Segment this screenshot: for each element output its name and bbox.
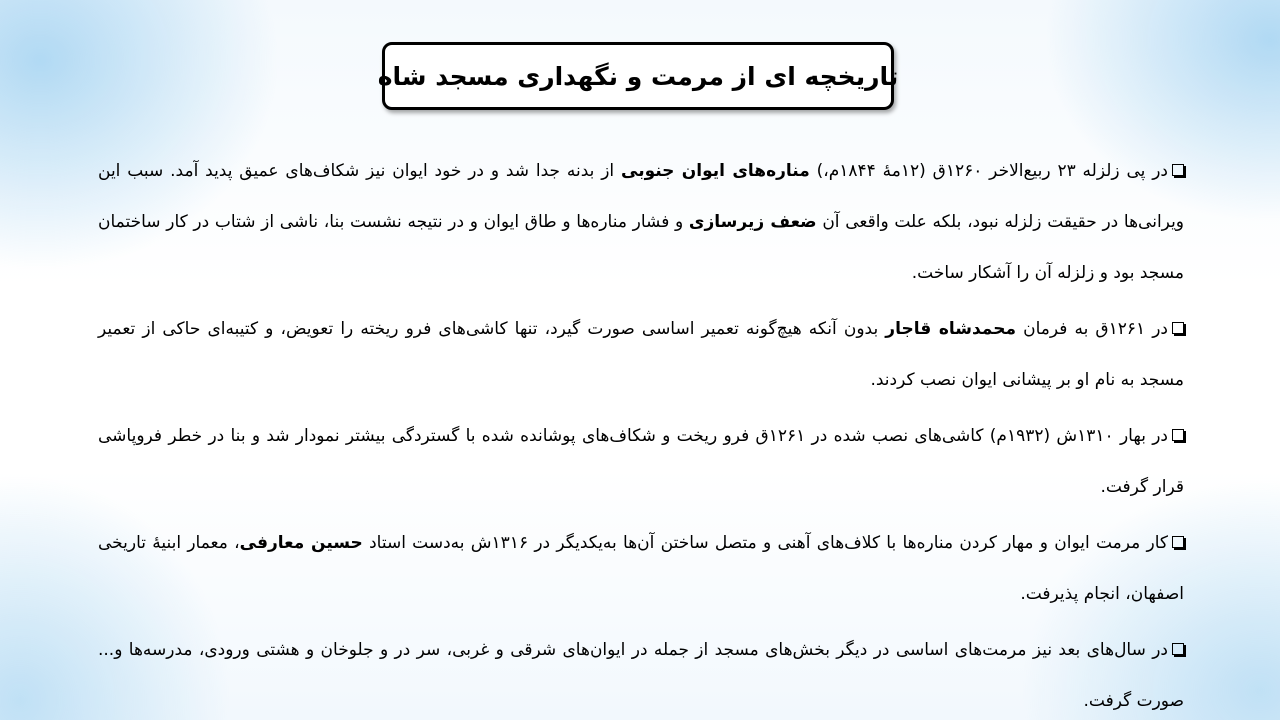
bold-text: محمدشاه قاجار	[885, 319, 1016, 339]
bold-text: مناره‌های ایوان جنوبی	[621, 161, 810, 181]
square-bullet-icon	[1172, 643, 1184, 655]
paragraph-text: کار مرمت ایوان و مهار کردن مناره‌ها با کلاف‌های آهنی و متصل ساختن آن‌ها به‌یکدیگر در ۱۳۱۶ش به‌دست استاد	[362, 533, 1168, 553]
paragraph-5	[98, 625, 1184, 720]
paragraph-text: از بدنه جدا شد و در خود ایوان نیز شکاف‌های عمیق پدید آمد. سبب این ویرانی‌ها در حقیقت زلزله نبود، بلکه علت واقعی آن	[98, 161, 1185, 232]
paragraph-3	[98, 411, 1184, 513]
paragraph-2	[98, 304, 1184, 406]
paragraph-text: بدون آنکه هیچ‌گونه تعمیر اساسی صورت گیرد، تنها کاشی‌های فرو ریخته را تعویض، و کتیبه‌ای حاکی از تعمیر مسجد به نام او بر پیشانی ایوان نصب کردند.	[98, 319, 1184, 390]
square-bullet-icon	[1172, 322, 1184, 334]
square-bullet-icon	[1172, 164, 1184, 176]
paragraph-text: و فشار مناره‌ها و طاق ایوان و در نتیجه نشست بنا، ناشی از شتاب در کار ساختمان مسجد بود و زلزله آن را آشکار ساخت.	[98, 212, 1184, 283]
square-bullet-icon	[1172, 429, 1184, 441]
paragraph-text: ، معمار ابنیهٔ تاریخی اصفهان، انجام پذیرفت.	[98, 533, 1184, 604]
bold-text: حسین معارفی	[239, 533, 363, 553]
paragraph-1	[98, 146, 1184, 299]
page-title: تاریخچه ای از مرمت و نگهداری مسجد شاه	[377, 61, 899, 91]
paragraph-4	[98, 518, 1184, 620]
square-bullet-icon	[1172, 536, 1184, 548]
paragraph-text: در بهار ۱۳۱۰ش (۱۹۳۲م) کاشی‌های نصب شده در ۱۲۶۱ق فرو ریخت و شکاف‌های پوشانده شده با گستردگی بیشتر نمودار شد و بنا در خطر فروپاشی قرار گرفت.	[98, 426, 1184, 497]
paragraph-text: در سال‌های بعد نیز مرمت‌های اساسی در دیگر بخش‌های مسجد از جمله در ایوان‌های شرقی و غربی، سر در و جلوخان و هشتی ورودی، مدرسه‌ها و... صورت گرفت.	[98, 640, 1184, 711]
title-box	[377, 42, 899, 110]
paragraph-text: در ۱۲۶۱ق به فرمان	[1015, 319, 1168, 339]
content-body	[98, 146, 1184, 720]
bold-text: ضعف زیرسازی	[688, 212, 817, 232]
paragraph-text: در پی زلزله ۲۳ ربیع‌الاخر ۱۲۶۰ق (۱۲مهٔ ۱۸۴۴م،)	[809, 161, 1168, 181]
